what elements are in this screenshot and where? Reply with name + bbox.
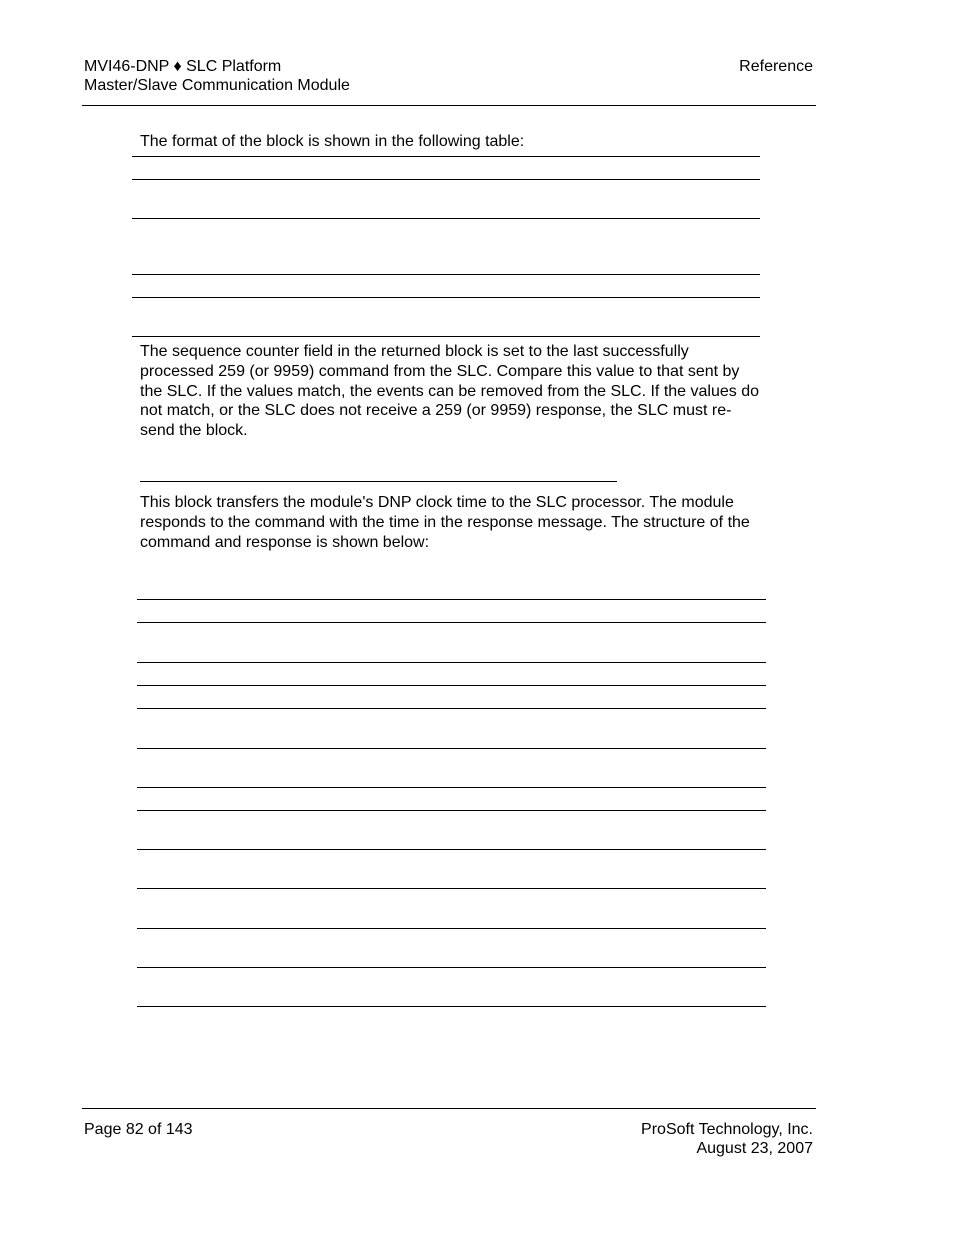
table-rule xyxy=(137,1006,766,1007)
table-rule xyxy=(137,810,766,811)
table-rule xyxy=(137,599,766,600)
product-title: MVI46-DNP ♦ SLC Platform xyxy=(84,58,282,75)
table-rule xyxy=(137,928,766,929)
table-rule xyxy=(137,685,766,686)
header-rule xyxy=(82,105,816,106)
table-rule xyxy=(137,662,766,663)
table-rule xyxy=(132,274,760,275)
table-rule xyxy=(137,888,766,889)
table-rule xyxy=(132,218,760,219)
table-rule xyxy=(137,748,766,749)
table-rule xyxy=(137,849,766,850)
table-rule xyxy=(137,622,766,623)
sequence-paragraph: The sequence counter field in the returned block is set to the last successfully processed 259 (or 9959) command from the SLC. Compare this value to that sent by the SLC. If the values match, the events can be removed from the SLC. If the values do not match, or the SLC does not receive a 259 (or 9959) response, the SLC must re-send the block. xyxy=(140,343,759,440)
table-rule xyxy=(137,967,766,968)
table-rule xyxy=(137,708,766,709)
table-rule xyxy=(137,787,766,788)
intro-text: The format of the block is shown in the following table: xyxy=(140,133,525,150)
product-subtitle: Master/Slave Communication Module xyxy=(84,77,350,94)
page-number: Page 82 of 143 xyxy=(84,1121,193,1138)
heading-rule xyxy=(140,481,617,482)
footer-rule xyxy=(82,1108,816,1109)
table-rule xyxy=(132,179,760,180)
table-rule xyxy=(132,156,760,157)
clock-paragraph: This block transfers the module's DNP clock time to the SLC processor. The module responds to the command with the time in the response message. The structure of the command and response is shown below: xyxy=(140,494,750,551)
company-name: ProSoft Technology, Inc. xyxy=(641,1121,813,1138)
table-rule xyxy=(132,336,760,337)
document-date: August 23, 2007 xyxy=(696,1140,813,1157)
table-rule xyxy=(132,297,760,298)
section-label: Reference xyxy=(739,58,813,75)
